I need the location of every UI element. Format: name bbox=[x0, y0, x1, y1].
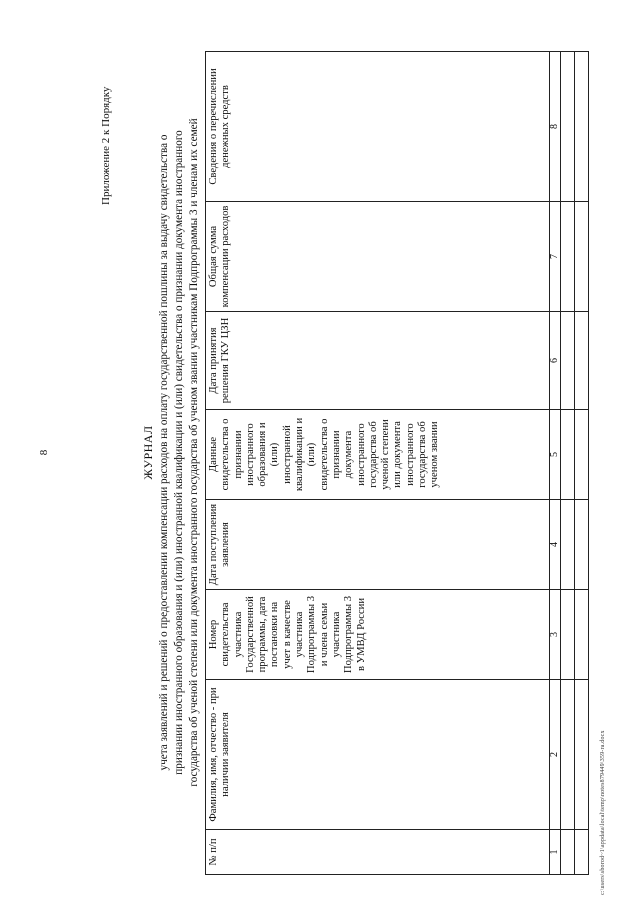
page-number: 8 bbox=[38, 449, 50, 456]
subtitle-line-1: учета заявлений и решений о предоставлении компенсации расходов на оплату государственной пошлины за выдачу свидетельства о bbox=[158, 134, 170, 771]
column-number: 5 bbox=[550, 410, 561, 500]
header-cell: Фамилия, имя, отчество - при наличии заявителя bbox=[206, 680, 550, 830]
table-cell bbox=[561, 830, 575, 875]
table-cell bbox=[561, 202, 575, 312]
header-cell: № п/п bbox=[206, 830, 550, 875]
column-number-row bbox=[550, 52, 561, 875]
table-row bbox=[561, 52, 575, 875]
column-number: 3 bbox=[550, 590, 561, 680]
appendix-note: Приложение 2 к Порядку bbox=[100, 86, 112, 205]
table-cell bbox=[575, 52, 589, 202]
column-number: 7 bbox=[550, 202, 561, 312]
subtitle-line-3: государства об ученой степени или документа иностранного государства об ученом звании участникам Подпрограммы 3 и членам их семей bbox=[188, 118, 200, 787]
table-cell bbox=[561, 680, 575, 830]
column-number: 4 bbox=[550, 500, 561, 590]
header-cell: Дата поступления заявления bbox=[206, 500, 550, 590]
table-cell bbox=[575, 590, 589, 680]
table-row bbox=[575, 52, 589, 875]
column-number: 1 bbox=[550, 830, 561, 875]
table-cell bbox=[561, 410, 575, 500]
column-number: 6 bbox=[550, 312, 561, 410]
table-cell bbox=[575, 312, 589, 410]
table-cell bbox=[575, 500, 589, 590]
header-cell: Общая сумма компенсации расходов bbox=[206, 202, 550, 312]
table-cell bbox=[575, 830, 589, 875]
table-cell bbox=[575, 202, 589, 312]
header-cell: Сведения о перечислении денежных средств bbox=[206, 52, 550, 202]
journal-table bbox=[205, 51, 589, 875]
header-cell: Данные свидетельства о признании иностранного образования и (или) иностранной квалификации и (или) свидетельства о признании документа иностранного государства об ученой степени или документа иностранного государства об ученом звании bbox=[206, 410, 550, 500]
table-cell bbox=[561, 590, 575, 680]
table-cell bbox=[575, 680, 589, 830]
subtitle-line-2: признании иностранного образования и (или) иностранной квалификации и (или) свидетельства о признании документа иностранного bbox=[173, 130, 185, 775]
header-cell: Номер свидетельства участника Государственной программы, дата постановки на учет в качестве участника Подпрограммы 3 и члена семьи участника Подпрограммы 3 в УМВД России bbox=[206, 590, 550, 680]
column-number: 2 bbox=[550, 680, 561, 830]
table-cell bbox=[561, 500, 575, 590]
column-number: 8 bbox=[550, 52, 561, 202]
table-cell bbox=[561, 52, 575, 202]
document-title: ЖУРНАЛ bbox=[141, 425, 155, 480]
footer-file-path: c:\users\sborod~1\appdata\local\temp\notes879449\359-ra.docx bbox=[600, 730, 606, 895]
header-cell: Дата принятия решения ГКУ ЦЗН bbox=[206, 312, 550, 410]
table-cell bbox=[575, 410, 589, 500]
header-row bbox=[206, 52, 550, 875]
table-cell bbox=[561, 312, 575, 410]
